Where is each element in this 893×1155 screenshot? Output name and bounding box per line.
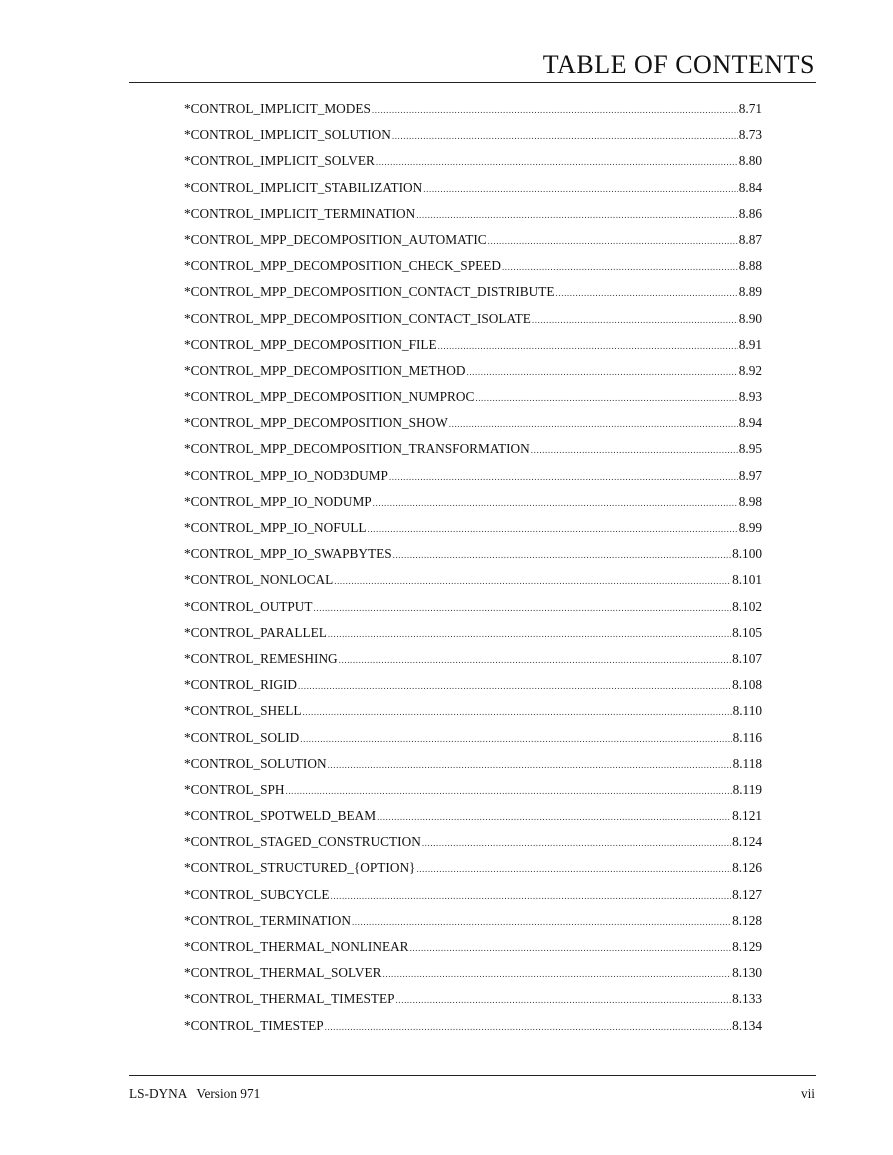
- toc-dot-leader: [331, 891, 732, 901]
- toc-entry[interactable]: [184, 258, 762, 284]
- toc-entry-page: 8.73: [738, 127, 762, 143]
- toc-entry-title: *CONTROL_IMPLICIT_MODES: [184, 101, 371, 116]
- toc-entry-page: 8.116: [732, 729, 762, 745]
- toc-entry-title: *CONTROL_MPP_IO_NOFULL: [184, 520, 367, 535]
- toc-entry[interactable]: [184, 284, 762, 310]
- toc-entry[interactable]: [184, 834, 762, 860]
- toc-entry-page: 8.100: [732, 546, 762, 562]
- toc-entry-title: *CONTROL_SOLID: [184, 729, 300, 745]
- toc-entry[interactable]: [184, 494, 762, 520]
- toc-entry-page: 8.99: [738, 520, 762, 535]
- toc-entry-title: *CONTROL_SPOTWELD_BEAM: [184, 808, 377, 824]
- toc-entry-page: 8.129: [732, 939, 762, 954]
- toc-entry[interactable]: [184, 546, 762, 572]
- toc-dot-leader: [488, 236, 738, 246]
- toc-dot-leader: [377, 812, 731, 822]
- toc-entry-page: 8.97: [738, 467, 762, 483]
- toc-dot-leader: [383, 969, 732, 979]
- toc-entry-title: *CONTROL_MPP_DECOMPOSITION_CONTACT_DISTRIBUTE: [184, 284, 555, 300]
- toc-entry-title: *CONTROL_TIMESTEP: [184, 1017, 324, 1033]
- toc-entry[interactable]: [184, 468, 762, 494]
- toc-dot-leader: [372, 105, 738, 115]
- toc-entry-page: 8.94: [738, 415, 762, 431]
- toc-dot-leader: [502, 262, 738, 272]
- toc-entry[interactable]: [184, 939, 762, 965]
- toc-entry-page: 8.118: [732, 755, 762, 771]
- toc-entry-title: *CONTROL_TERMINATION: [184, 912, 351, 928]
- toc-entry[interactable]: [184, 860, 762, 886]
- toc-entry[interactable]: [184, 389, 762, 415]
- toc-dot-leader: [298, 681, 731, 691]
- toc-entry[interactable]: [184, 441, 762, 467]
- toc-dot-leader: [396, 995, 732, 1005]
- toc-dot-leader: [325, 1022, 731, 1032]
- toc-dot-leader: [376, 157, 738, 167]
- toc-dot-leader: [392, 131, 738, 141]
- footer-rule: [129, 1075, 816, 1076]
- toc-entry-page: 8.84: [738, 179, 762, 195]
- toc-entry-title: *CONTROL_REMESHING: [184, 650, 338, 666]
- toc-dot-leader: [531, 445, 738, 455]
- toc-entry[interactable]: [184, 337, 762, 363]
- toc-entry[interactable]: [184, 599, 762, 625]
- toc-entry-page: 8.130: [732, 965, 762, 981]
- toc-dot-leader: [410, 943, 732, 953]
- toc-entry-page: 8.121: [732, 808, 762, 824]
- toc-dot-leader: [422, 838, 731, 848]
- toc-entry[interactable]: [184, 232, 762, 258]
- toc-entry[interactable]: [184, 730, 762, 756]
- toc-entry-page: 8.133: [732, 991, 762, 1007]
- toc-entry-page: 8.93: [738, 389, 762, 405]
- toc-entry[interactable]: [184, 991, 762, 1017]
- toc-entry-title: *CONTROL_IMPLICIT_TERMINATION: [184, 205, 416, 221]
- toc-entry-page: 8.80: [738, 153, 762, 169]
- table-of-contents: [184, 101, 762, 1044]
- toc-entry[interactable]: [184, 703, 762, 729]
- toc-entry[interactable]: [184, 1018, 762, 1044]
- toc-entry-title: *CONTROL_STRUCTURED_{OPTION}: [184, 860, 416, 876]
- toc-dot-leader: [475, 393, 737, 403]
- toc-entry-title: *CONTROL_IMPLICIT_STABILIZATION: [184, 179, 423, 195]
- toc-entry-page: 8.126: [732, 860, 762, 876]
- toc-entry-page: 8.88: [738, 258, 762, 274]
- toc-entry[interactable]: [184, 180, 762, 206]
- toc-entry[interactable]: [184, 782, 762, 808]
- toc-entry-page: 8.105: [732, 624, 762, 640]
- toc-dot-leader: [389, 472, 738, 482]
- toc-entry-page: 8.87: [738, 231, 762, 247]
- toc-entry[interactable]: [184, 206, 762, 232]
- toc-entry[interactable]: [184, 887, 762, 913]
- toc-entry[interactable]: [184, 625, 762, 651]
- toc-dot-leader: [300, 734, 731, 744]
- toc-entry-page: 8.90: [738, 310, 762, 326]
- toc-entry-title: *CONTROL_IMPLICIT_SOLUTION: [184, 127, 391, 143]
- toc-dot-leader: [339, 655, 731, 665]
- toc-entry-title: *CONTROL_SPH: [184, 781, 285, 797]
- toc-entry-page: 8.108: [732, 677, 762, 693]
- toc-dot-leader: [449, 419, 738, 429]
- toc-dot-leader: [416, 210, 738, 220]
- toc-dot-leader: [416, 864, 731, 874]
- toc-dot-leader: [334, 576, 731, 586]
- toc-entry-page: 8.119: [732, 781, 762, 797]
- toc-entry-title: *CONTROL_PARALLEL: [184, 624, 327, 640]
- toc-entry[interactable]: [184, 913, 762, 939]
- toc-entry-page: 8.128: [732, 912, 762, 928]
- toc-entry[interactable]: [184, 572, 762, 598]
- toc-entry-page: 8.110: [732, 703, 762, 719]
- page-title: TABLE OF CONTENTS: [542, 50, 815, 79]
- toc-dot-leader: [367, 524, 737, 534]
- toc-entry[interactable]: [184, 415, 762, 441]
- toc-entry-page: 8.124: [732, 834, 762, 850]
- toc-entry[interactable]: [184, 520, 762, 546]
- toc-entry-title: *CONTROL_MPP_DECOMPOSITION_SHOW: [184, 415, 448, 431]
- toc-entry-title: *CONTROL_SHELL: [184, 703, 302, 719]
- toc-entry[interactable]: [184, 101, 762, 127]
- toc-entry-page: 8.102: [732, 598, 762, 614]
- toc-entry[interactable]: [184, 677, 762, 703]
- toc-dot-leader: [438, 341, 738, 351]
- toc-dot-leader: [393, 550, 731, 560]
- toc-entry-title: *CONTROL_NONLOCAL: [184, 572, 334, 588]
- toc-entry-title: *CONTROL_MPP_IO_SWAPBYTES: [184, 546, 392, 562]
- toc-entry-title: *CONTROL_MPP_DECOMPOSITION_CONTACT_ISOLATE: [184, 310, 531, 326]
- toc-entry-title: *CONTROL_THERMAL_NONLINEAR: [184, 939, 409, 954]
- toc-entry-page: 8.92: [738, 362, 762, 378]
- toc-entry-title: *CONTROL_MPP_DECOMPOSITION_FILE: [184, 336, 437, 352]
- toc-entry-title: *CONTROL_IMPLICIT_SOLVER: [184, 153, 375, 169]
- toc-entry-title: *CONTROL_MPP_IO_NOD3DUMP: [184, 467, 388, 483]
- toc-entry-title: *CONTROL_OUTPUT: [184, 598, 313, 614]
- toc-entry-title: *CONTROL_MPP_DECOMPOSITION_METHOD: [184, 362, 466, 378]
- footer-product-version: LS-DYNA Version 971: [129, 1086, 261, 1101]
- toc-dot-leader: [556, 288, 738, 298]
- toc-dot-leader: [285, 786, 731, 796]
- toc-entry-page: 8.89: [738, 284, 762, 300]
- toc-dot-leader: [466, 367, 737, 377]
- toc-entry-title: *CONTROL_THERMAL_SOLVER: [184, 965, 382, 981]
- toc-entry-title: *CONTROL_STAGED_CONSTRUCTION: [184, 834, 421, 850]
- header-rule: [129, 82, 816, 83]
- toc-entry-page: 8.101: [732, 572, 762, 588]
- toc-entry-page: 8.98: [738, 493, 762, 509]
- toc-dot-leader: [302, 707, 731, 717]
- toc-entry-page: 8.86: [738, 205, 762, 221]
- toc-entry-page: 8.107: [732, 650, 762, 666]
- toc-dot-leader: [328, 629, 731, 639]
- toc-dot-leader: [423, 184, 737, 194]
- toc-entry-page: 8.134: [732, 1017, 762, 1033]
- toc-entry-title: *CONTROL_MPP_DECOMPOSITION_TRANSFORMATION: [184, 441, 530, 457]
- toc-dot-leader: [532, 315, 738, 325]
- toc-entry-title: *CONTROL_MPP_IO_NODUMP: [184, 493, 372, 509]
- toc-entry-title: *CONTROL_MPP_DECOMPOSITION_CHECK_SPEED: [184, 258, 501, 274]
- toc-dot-leader: [328, 760, 732, 770]
- toc-entry[interactable]: [184, 363, 762, 389]
- toc-entry[interactable]: [184, 651, 762, 677]
- toc-entry-page: 8.95: [738, 441, 762, 457]
- toc-entry-title: *CONTROL_THERMAL_TIMESTEP: [184, 991, 395, 1007]
- toc-entry-title: *CONTROL_RIGID: [184, 677, 298, 693]
- toc-entry-page: 8.91: [738, 336, 762, 352]
- toc-entry-title: *CONTROL_SUBCYCLE: [184, 886, 330, 902]
- toc-entry-title: *CONTROL_SOLUTION: [184, 755, 327, 771]
- toc-entry[interactable]: [184, 153, 762, 179]
- toc-entry-title: *CONTROL_MPP_DECOMPOSITION_AUTOMATIC: [184, 231, 487, 247]
- footer-page-number: vii: [800, 1086, 815, 1101]
- toc-entry[interactable]: [184, 756, 762, 782]
- toc-entry-page: 8.71: [738, 101, 762, 116]
- toc-entry[interactable]: [184, 127, 762, 153]
- toc-dot-leader: [314, 603, 732, 613]
- toc-entry[interactable]: [184, 965, 762, 991]
- toc-entry[interactable]: [184, 808, 762, 834]
- toc-dot-leader: [373, 498, 738, 508]
- toc-dot-leader: [352, 917, 731, 927]
- toc-entry[interactable]: [184, 311, 762, 337]
- toc-entry-page: 8.127: [732, 886, 762, 902]
- toc-entry-title: *CONTROL_MPP_DECOMPOSITION_NUMPROC: [184, 389, 475, 405]
